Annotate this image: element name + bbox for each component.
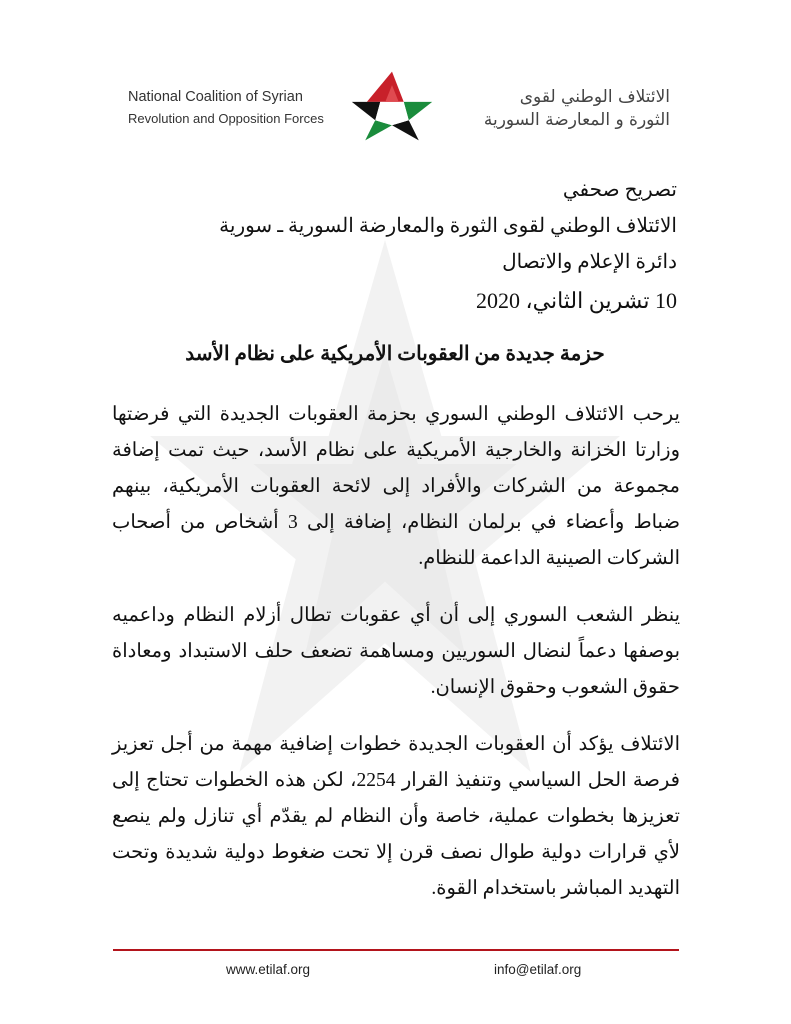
- org-name-arabic-line1: الائتلاف الوطني لقوى: [519, 87, 670, 107]
- footer-divider: [113, 949, 679, 951]
- doc-type: تصريح صحفي: [562, 179, 677, 201]
- star-logo-icon: [350, 70, 434, 142]
- paragraph: ينظر الشعب السوري إلى أن أي عقوبات تطال أزلام النظام وداعميه بوصفها دعماً لنضال السوريين ومساهمة تضعف حلف الاستبداد ومعاداة حقوق الشعوب وحقوق الإنسان.: [112, 605, 680, 698]
- issuer: الائتلاف الوطني لقوى الثورة والمعارضة السورية ـ سورية: [219, 215, 677, 237]
- paragraph: الائتلاف يؤكد أن العقوبات الجديدة خطوات إضافية مهمة من أجل تعزيز فرصة الحل السياسي وتنفيذ القرار 2254، لكن هذه الخطوات تحتاج إلى تعزيزها بخطوات عملية، خاصة وأن النظام لم يقدّم أي تنازل ولم ينصع لأي قرارات دولية طوال نصف قرن إلا تحت ضغوط دولية شديدة وتحت التهديد المباشر باستخدام القوة.: [112, 734, 680, 899]
- footer-email-link[interactable]: info@etilaf.org: [494, 962, 582, 977]
- department: دائرة الإعلام والاتصال: [502, 251, 677, 273]
- org-name-english-line1: National Coalition of Syrian: [128, 89, 303, 105]
- org-name-english: [128, 86, 353, 130]
- body-text: [112, 397, 680, 928]
- footer-website-link[interactable]: www.etilaf.org: [226, 962, 311, 977]
- release-date: 10 تشرين الثاني، 2020: [476, 288, 677, 313]
- paragraph: يرحب الائتلاف الوطني السوري بحزمة العقوبات الجديدة التي فرضتها وزارتا الخزانة والخارجية الأمريكية على نظام الأسد، حيث تمت إضافة مجموعة من الشركات والأفراد إلى لائحة العقوبات الأمريكية، بينهم ضباط وأعضاء في برلمان النظام، إضافة إلى 3 أشخاص من أصحاب الشركات الصينية الداعمة للنظام.: [112, 404, 680, 569]
- org-name-english-line2: Revolution and Opposition Forces: [128, 111, 324, 126]
- org-name-arabic-line2: الثورة و المعارضة السورية: [483, 110, 670, 130]
- page-title: حزمة جديدة من العقوبات الأمريكية على نظام الأسد: [185, 343, 605, 365]
- org-name-arabic: [440, 86, 670, 132]
- press-release-meta: [117, 172, 677, 322]
